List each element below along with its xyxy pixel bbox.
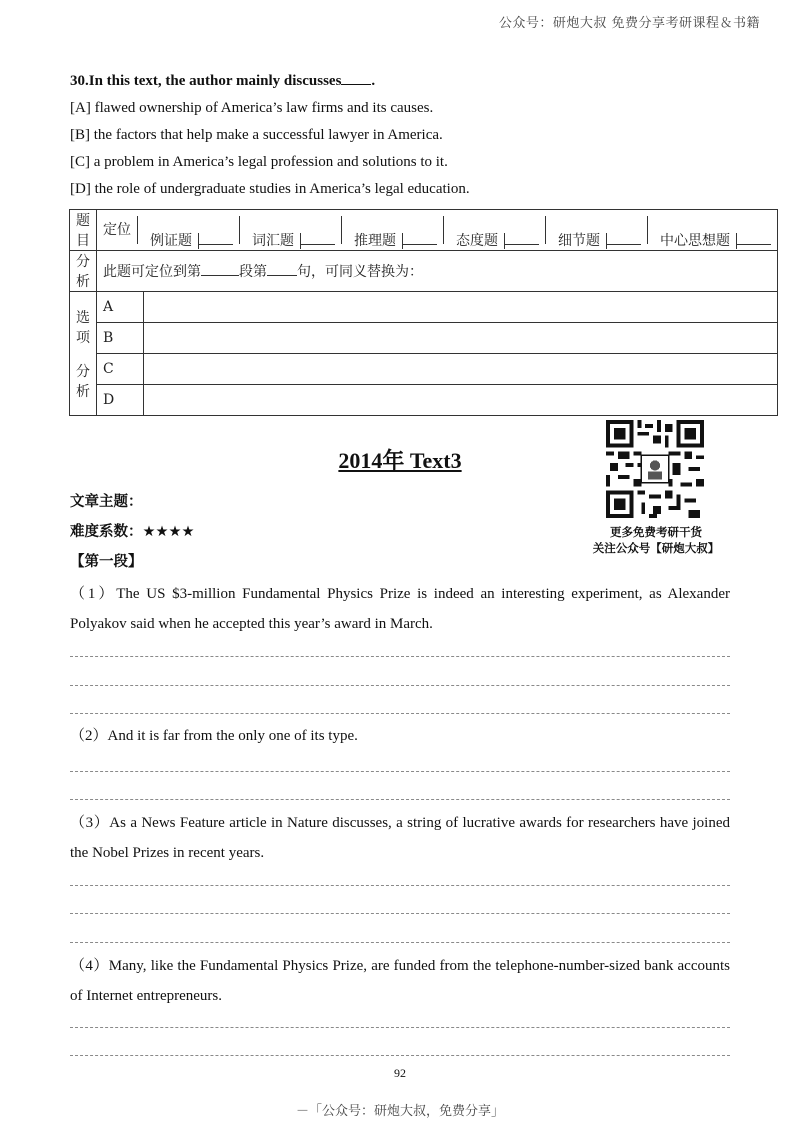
option-a: [A] flawed ownership of America’s law firms and its causes. [70, 100, 434, 116]
answer-line [70, 885, 730, 886]
type-inference: 推理题 [342, 216, 444, 244]
option-analysis-cell-a [144, 292, 778, 323]
option-analysis-cell-b [144, 323, 778, 354]
header-watermark-note: 公众号：研炮大叔 免费分享考研课程＆书籍 [498, 16, 760, 31]
answer-line [70, 685, 730, 686]
answer-line [70, 913, 730, 914]
answer-blank [341, 72, 371, 85]
sentence-3: （3）As a News Feature article in Nature discusses, a string of lucrative awards for researchers have joined the Nobel Prizes in recent years. [70, 815, 730, 861]
type-attitude: 态度题 [444, 216, 546, 244]
question-type-row [97, 210, 778, 251]
option-letter-c: C [97, 354, 144, 385]
option-letter-b: B [97, 323, 144, 354]
type-example: 例证题 [138, 216, 240, 244]
answer-line [70, 799, 730, 800]
text-title: 2014年 Text3 [338, 448, 462, 473]
option-analysis-cell-c [144, 354, 778, 385]
qr-code-image [606, 420, 704, 518]
answer-line [70, 771, 730, 772]
sentence-1: （1）The US $3-million Fundamental Physics Prize is indeed an interesting experiment, as Alexander Polyakov said when he accepted this year’s award in March. [70, 586, 730, 632]
difficulty-label: 难度系数：★★★★ [70, 524, 195, 540]
option-b: [B] the factors that help make a successful lawyer in America. [70, 127, 443, 143]
answer-line [70, 1027, 730, 1028]
page-number: 92 [394, 1066, 406, 1080]
sentence-2: （2）And it is far from the only one of its type. [70, 728, 358, 744]
type-locate: 定位 [97, 216, 138, 244]
option-letter-a: A [97, 292, 144, 323]
question-title [70, 72, 375, 90]
option-letter-d: D [97, 385, 144, 416]
topic-label: 题目 [70, 210, 97, 251]
type-detail: 细节题 [546, 216, 648, 244]
option-analysis-cell-d [144, 385, 778, 416]
locate-row: 此题可定位到第 段第 句，可同义替换为： [97, 251, 778, 292]
answer-line [70, 1055, 730, 1056]
question-title-text: 30.In this text, the author mainly discusses [70, 73, 342, 89]
answer-line [70, 942, 730, 943]
footer-watermark-note: －「公众号：研炮大叔，免费分享」 [295, 1104, 504, 1119]
section-label: 【第一段】 [70, 554, 143, 570]
option-d: [D] the role of undergraduate studies in America’s legal education. [70, 181, 470, 197]
sentence-4: （4）Many, like the Fundamental Physics Prize, are funded from the telephone-number-sized bank accounts of Internet entrepreneurs. [70, 958, 730, 1004]
question-title-suffix: . [371, 73, 376, 89]
option-analysis-label: 选项 分析 [70, 292, 97, 416]
analysis-label: 分析 [70, 251, 97, 292]
option-c: [C] a problem in America’s legal profession and solutions to it. [70, 154, 448, 170]
qr-caption: 更多免费考研干货 关注公众号【研炮大叔】 [592, 525, 720, 555]
answer-line [70, 656, 730, 657]
answer-line [70, 713, 730, 714]
type-vocab: 词汇题 [240, 216, 342, 244]
analysis-table [69, 209, 778, 416]
type-main-idea: 中心思想题 [648, 216, 777, 244]
article-theme-label: 文章主题： [70, 494, 143, 510]
